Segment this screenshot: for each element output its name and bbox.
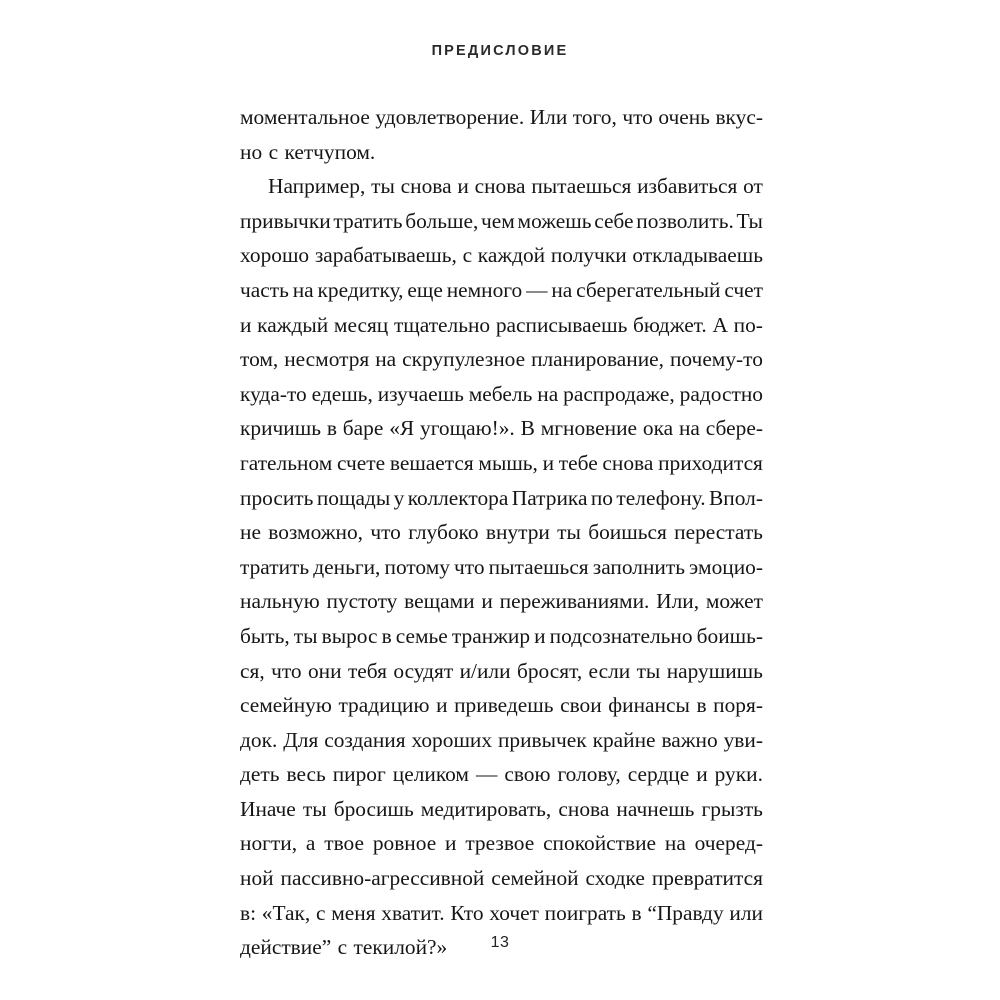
word: что [370, 520, 401, 545]
word: кетчупом. [284, 139, 376, 164]
word: что [271, 658, 302, 683]
word: деть [240, 762, 280, 787]
word: снова [558, 796, 610, 821]
word: радостно [679, 381, 763, 406]
word: телефону. [616, 485, 706, 510]
word: снова [474, 174, 526, 199]
word: вешается [389, 450, 474, 475]
word: сходке [585, 866, 645, 891]
running-head: ПРЕДИСЛОВИЕ [431, 43, 569, 59]
word: сберегательный [576, 277, 721, 302]
word: сердце [627, 762, 690, 787]
word: привычки [240, 208, 331, 233]
word: внутри [485, 520, 550, 545]
text-line [240, 723, 763, 758]
word: ногти, [240, 831, 298, 856]
word: вещами [404, 589, 475, 614]
word: и [457, 174, 469, 199]
text-line [240, 100, 763, 135]
word: удовлетворение. [375, 105, 525, 129]
word: Патрика [511, 485, 588, 510]
word: заполнить [592, 554, 685, 579]
word: “Правду [647, 900, 724, 925]
word: едешь, [311, 381, 373, 406]
word: приходится [658, 450, 763, 475]
word: вкус- [715, 105, 763, 129]
word: снова [602, 450, 654, 475]
text-line [240, 169, 763, 204]
word: несмотря [284, 347, 370, 372]
word: и [542, 450, 555, 475]
word: тратить [240, 554, 310, 579]
word: семейную [240, 693, 332, 718]
word: док. [240, 727, 278, 752]
word: тратить [333, 208, 403, 233]
word: и [240, 312, 252, 337]
word: боишься [588, 520, 667, 545]
word: переживаниями. [499, 589, 650, 614]
word: еще [407, 277, 443, 302]
text-line [240, 896, 763, 931]
word: хороших [411, 727, 493, 752]
word: поря- [713, 693, 763, 718]
word: мгновение [540, 416, 638, 441]
text-line [240, 308, 763, 343]
word: угощаю!». [420, 416, 515, 441]
word: почему-то [669, 347, 763, 372]
word: себе [594, 208, 634, 233]
word: месяц [333, 312, 389, 337]
word: хочет [489, 900, 539, 925]
word: потому [384, 554, 450, 579]
word: весь [286, 762, 326, 787]
word: боишь- [696, 623, 763, 648]
text-line [240, 826, 763, 861]
word: скрупулезное [402, 347, 526, 372]
word: на [292, 277, 314, 302]
word: Иначе [240, 796, 296, 821]
word: пощады [316, 485, 391, 510]
text-line [240, 792, 763, 827]
text-line [240, 377, 763, 412]
paragraph [240, 169, 763, 965]
word: и [481, 589, 493, 614]
word: если [588, 658, 631, 683]
text-line [240, 688, 763, 723]
word: ровное [372, 831, 437, 856]
word: снова [400, 174, 452, 199]
word: Или, [656, 589, 700, 614]
word: Кто [450, 900, 484, 925]
word: хорошо [240, 243, 310, 268]
word: Для [283, 727, 319, 752]
word: бросишь [333, 796, 414, 821]
word: ока [642, 416, 674, 441]
text-line [240, 273, 763, 308]
word: и/или [459, 658, 511, 683]
word: того, [572, 105, 617, 129]
word: счет [724, 277, 763, 302]
word: очень [658, 105, 710, 129]
word: пытаешься [531, 174, 632, 199]
word: осудят [393, 658, 454, 683]
word: на [537, 381, 559, 406]
word: на [664, 831, 686, 856]
word: расписываешь [495, 312, 628, 337]
word: «Так, [261, 900, 311, 925]
word: пустоту [326, 589, 398, 614]
word: крайне [592, 727, 656, 752]
word: ты [371, 174, 395, 199]
word: возможно, [268, 520, 364, 545]
word: поиграть [544, 900, 626, 925]
word: спокойствие [543, 831, 657, 856]
text-line [240, 654, 763, 689]
word: пирог [332, 762, 386, 787]
word: эмоцио- [689, 554, 763, 579]
text-line [240, 481, 763, 516]
body-text-block [240, 100, 763, 965]
word: баре [342, 416, 384, 441]
word: целиком [392, 762, 469, 787]
word: хватит. [381, 900, 445, 925]
word: — [526, 277, 548, 302]
word: глубоко [408, 520, 479, 545]
word: с [268, 139, 279, 164]
word: можешь [517, 208, 592, 233]
word: чем [481, 208, 515, 233]
word: твое [324, 831, 364, 856]
word: но [240, 139, 263, 164]
word: семье [395, 623, 448, 648]
word: счете [336, 450, 386, 475]
word: моментальное [240, 105, 370, 129]
word: важно [661, 727, 718, 752]
word: у [393, 485, 405, 510]
text-line [240, 204, 763, 239]
word: коллектора [407, 485, 509, 510]
word: перестать [674, 520, 763, 545]
word: начнешь [616, 796, 695, 821]
word: и [696, 762, 708, 787]
word: свою [504, 762, 551, 787]
page-number: 13 [490, 934, 510, 951]
word: уви- [723, 727, 763, 752]
text-line [240, 515, 763, 550]
word: грызть [701, 796, 763, 821]
word: В [520, 416, 535, 441]
word: распродаже, [563, 381, 675, 406]
word: позволить. [636, 208, 734, 233]
word: том, [240, 347, 279, 372]
word: изучаешь [377, 381, 464, 406]
text-line [240, 757, 763, 792]
word: на [375, 347, 397, 372]
word: мебель [468, 381, 533, 406]
word: не [240, 520, 261, 545]
word: в [326, 416, 337, 441]
word: А [712, 312, 728, 337]
word: пытаешься [488, 554, 589, 579]
word: немного [446, 277, 523, 302]
word: откладываешь [632, 243, 763, 268]
word: ты [293, 623, 318, 648]
word: в [631, 900, 642, 925]
word: ты [557, 520, 581, 545]
word: зарабатываешь, [314, 243, 457, 268]
word: создания [324, 727, 406, 752]
word: по [590, 485, 614, 510]
word: бросят, [516, 658, 583, 683]
word: кредитку, [317, 277, 404, 302]
text-line [240, 135, 763, 170]
word: трезвое [465, 831, 535, 856]
word: планирование, [531, 347, 665, 372]
word: получки [550, 243, 627, 268]
word: тщательно [393, 312, 491, 337]
word: избавиться [637, 174, 738, 199]
word: Или [529, 105, 568, 129]
word: с [315, 900, 326, 925]
word: и [445, 831, 457, 856]
word: приведешь [454, 693, 554, 718]
word: в: [240, 900, 257, 925]
word: вырос [321, 623, 378, 648]
word: часть [240, 277, 289, 302]
word: тебя [347, 658, 387, 683]
word: сбере- [705, 416, 763, 441]
word: свои [560, 693, 602, 718]
text-line [240, 550, 763, 585]
word: может [705, 589, 763, 614]
word: на [678, 416, 700, 441]
word: ся, [240, 658, 265, 683]
word: куда-то [240, 381, 307, 406]
word: финансы [608, 693, 690, 718]
text-line [240, 238, 763, 273]
word: меня [331, 900, 376, 925]
word: больше, [405, 208, 479, 233]
word: ты [636, 658, 661, 683]
word: что [622, 105, 653, 129]
word: каждой [477, 243, 546, 268]
word: ты [302, 796, 327, 821]
paragraph [240, 100, 763, 169]
word: с [462, 243, 473, 268]
text-line [240, 342, 763, 377]
word: Например, [268, 174, 366, 199]
word: кричишь [240, 416, 321, 441]
word: в [696, 693, 707, 718]
word: нальную [240, 589, 320, 614]
word: Впол- [709, 485, 763, 510]
word: в [381, 623, 392, 648]
word: деньги, [313, 554, 381, 579]
word: тебе [558, 450, 598, 475]
word: что [454, 554, 485, 579]
word: превратится [651, 866, 763, 891]
word: транжир [451, 623, 531, 648]
word: — [475, 762, 498, 787]
word: с [337, 935, 348, 960]
word: голову, [557, 762, 621, 787]
word: просить [240, 485, 314, 510]
word: гательном [240, 450, 333, 475]
word: или [729, 900, 763, 925]
word: а [305, 831, 316, 856]
word: на [551, 277, 573, 302]
word: быть, [240, 623, 290, 648]
word: нарушишь [666, 658, 763, 683]
word: бюджет. [633, 312, 707, 337]
text-line [240, 446, 763, 481]
word: медитировать, [420, 796, 552, 821]
word: текилой?» [353, 935, 448, 960]
word: пассивно-агрессивной [280, 866, 485, 891]
word: от [743, 174, 763, 199]
word: «Я [389, 416, 415, 441]
text-line [240, 411, 763, 446]
word: каждый [257, 312, 329, 337]
text-line [240, 584, 763, 619]
word: и [534, 623, 546, 648]
word: ной [240, 866, 274, 891]
text-line [240, 861, 763, 896]
text-line [240, 619, 763, 654]
word: действие” [240, 935, 332, 960]
word: Ты [736, 208, 763, 233]
word: и [436, 693, 448, 718]
word: мышь, [478, 450, 538, 475]
word: привычек [497, 727, 587, 752]
word: семейной [491, 866, 579, 891]
word: очеред- [694, 831, 763, 856]
word: традицию [338, 693, 430, 718]
word: подсознательно [549, 623, 693, 648]
word: по- [733, 312, 763, 337]
word: руки. [714, 762, 763, 787]
word: они [307, 658, 342, 683]
